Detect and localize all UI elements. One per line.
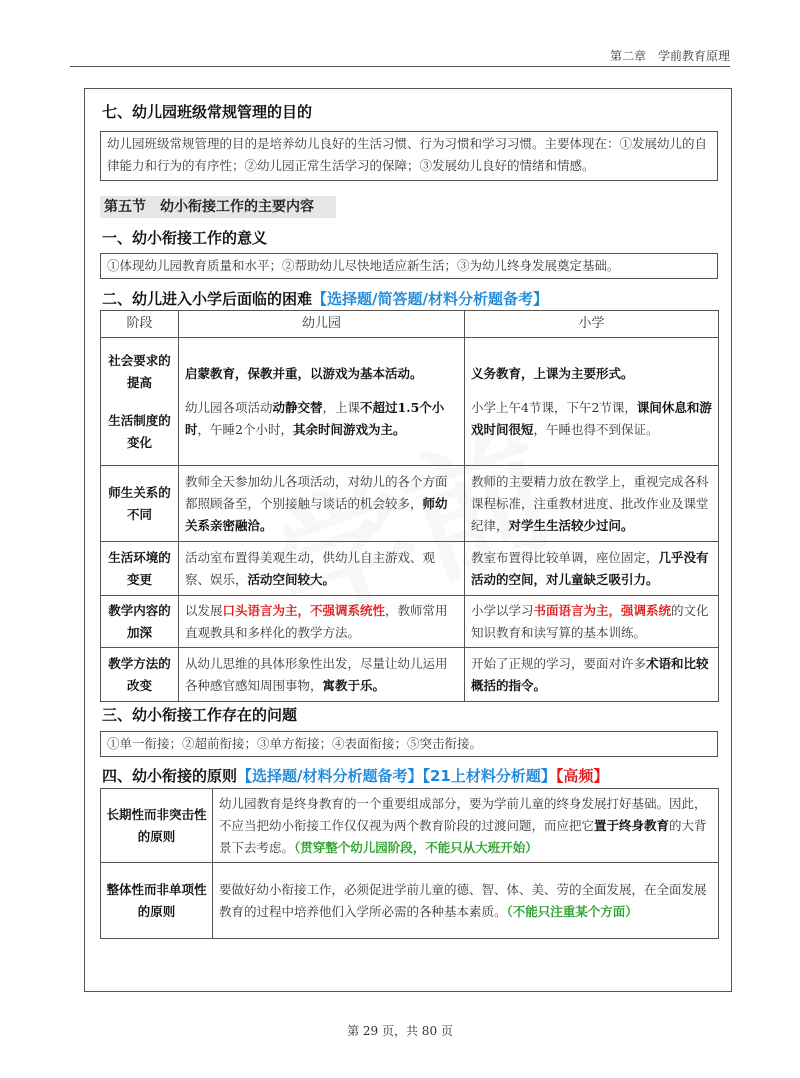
kg-relationship-text: 教师全天参加幼儿各项活动，对幼儿的各个方面都照顾备至，个别接触与谈话的机会较多， bbox=[185, 473, 448, 511]
kg-method-text: 从幼儿思维的具体形象性出发，尽量让幼儿运用各种感官感知周围事物， bbox=[185, 655, 448, 693]
table-row bbox=[101, 648, 719, 702]
chapter-header: 第二章 学前教育原理 bbox=[609, 49, 730, 63]
kg-schedule-bold-1: 动静交替 bbox=[272, 399, 323, 415]
kg-schedule-bold-3: 其余时间游戏为主。 bbox=[292, 421, 406, 437]
principle-2-note: （不能只注重某个方面） bbox=[506, 903, 638, 919]
row-label-relationship: 师生关系的不同 bbox=[101, 466, 179, 542]
table-header-row bbox=[101, 311, 719, 338]
ps-relationship-text: 教师的主要精力放在教学上，重视完成各科课程标准，注重教材进度、批改作业及课堂纪律， bbox=[471, 473, 709, 533]
part-2-tag: 【选择题/简答题/材料分析题备考】 bbox=[312, 290, 548, 308]
table-row bbox=[101, 863, 719, 939]
kg-social-text: 启蒙教育，保教并重，以游戏为基本活动。 bbox=[185, 365, 423, 381]
ps-schedule-text: 小学上午4节课，下午2节课， bbox=[471, 399, 637, 415]
kg-content-red: 口头语言为主，不强调系统性 bbox=[222, 602, 386, 618]
part-3-body: ①单一衔接；②超前衔接；③单方衔接；④表面衔接；⑤突击衔接。 bbox=[100, 731, 718, 757]
principle-1-bold: 置于终身教育 bbox=[594, 817, 670, 833]
section-7-title: 七、幼儿园班级常规管理的目的 bbox=[102, 103, 313, 121]
kg-method-bold: 寓教于乐。 bbox=[322, 677, 386, 693]
header-kindergarten: 幼儿园 bbox=[179, 311, 465, 338]
difficulties-table bbox=[100, 310, 719, 702]
principle-2-label: 整体性而非单项性的原则 bbox=[101, 863, 213, 939]
kg-schedule-text: 幼儿园各项活动 bbox=[185, 399, 273, 415]
part-4-tag-2: 【21上材料分析题】 bbox=[422, 767, 556, 785]
part-4-tag-3: 【高频】 bbox=[555, 767, 609, 785]
header-divider bbox=[70, 66, 730, 67]
ps-relationship-bold: 对学生生活较少过问。 bbox=[508, 517, 634, 533]
kg-environment-text: 活动室布置得美观生动，供幼儿自主游戏、观察、娱乐， bbox=[185, 549, 436, 587]
header-primary: 小学 bbox=[465, 311, 719, 338]
row-label-social: 社会要求的提高 bbox=[108, 352, 171, 390]
kg-schedule-text-3: ，午睡2个小时， bbox=[197, 421, 293, 437]
part-2-title: 二、幼儿进入小学后面临的困难 bbox=[102, 290, 313, 308]
kg-schedule-text-2: ，上课 bbox=[322, 399, 361, 415]
ps-schedule-text-2: ，午睡也得不到保证。 bbox=[533, 421, 659, 437]
part-2-heading bbox=[102, 288, 548, 309]
header-stage: 阶段 bbox=[101, 311, 179, 338]
kg-schedule-bold-2: 不超过1.5个小时 bbox=[185, 399, 445, 437]
ps-social-text: 义务教育，上课为主要形式。 bbox=[471, 365, 634, 381]
row-label-environment: 生活环境的变更 bbox=[101, 542, 179, 596]
row-label-content: 教学内容的加深 bbox=[101, 596, 179, 648]
table-row bbox=[101, 542, 719, 596]
part-4-title: 四、幼小衔接的原则 bbox=[102, 767, 238, 785]
ps-content-text: 小学以学习 bbox=[471, 602, 534, 618]
ps-environment-bold: 几乎没有活动的空间，对儿童缺乏吸引力。 bbox=[471, 549, 709, 587]
kg-content-text: 以发展 bbox=[185, 602, 223, 618]
principle-1-text: 幼儿园教育是终身教育的一个重要组成部分，要为学前儿童的终身发展打好基础。因此，不应当把幼小衔接工作仅仅视为两个教育阶段的过渡问题，而应把它 bbox=[219, 795, 707, 833]
part-1-title: 一、幼小衔接工作的意义 bbox=[102, 229, 268, 247]
part-3-title: 三、幼小衔接工作存在的问题 bbox=[102, 706, 298, 724]
principles-table bbox=[100, 788, 719, 939]
table-row bbox=[101, 466, 719, 542]
kg-content-text-2: ，教师常用直观教具和多样化的教学方法。 bbox=[185, 602, 448, 640]
table-row bbox=[101, 596, 719, 648]
row-label-method: 教学方法的改变 bbox=[101, 648, 179, 702]
principle-2-text: 要做好幼小衔接工作，必须促进学前儿童的德、智、体、美、劳的全面发展，在全面发展教育的过程中培养他们入学所必需的各种基本素质。 bbox=[219, 881, 707, 919]
kg-environment-bold: 活动空间较大。 bbox=[247, 571, 336, 587]
ps-method-text: 开始了正规的学习，要面对许多 bbox=[471, 655, 647, 671]
principle-1-text-2: 的大背景下去考虑。 bbox=[219, 817, 707, 855]
part-4-tag-1: 【选择题/材料分析题备考】 bbox=[237, 767, 423, 785]
row-label-schedule: 生活制度的变化 bbox=[108, 412, 171, 450]
part-1-body: ①体现幼儿园教育质量和水平；②帮助幼儿尽快地适应新生活；③为幼儿终身发展奠定基础。 bbox=[100, 253, 718, 279]
table-row bbox=[101, 338, 719, 466]
ps-method-bold: 术语和比较概括的指令。 bbox=[471, 655, 709, 693]
principle-1-note: （贯穿整个幼儿园阶段，不能只从大班开始） bbox=[294, 839, 538, 855]
ps-content-red: 书面语言为主，强调系统 bbox=[533, 602, 672, 618]
part-4-heading bbox=[102, 765, 608, 786]
principle-1-label: 长期性而非突击性的原则 bbox=[101, 789, 213, 863]
kg-relationship-bold: 师幼关系亲密融洽。 bbox=[185, 495, 448, 533]
page-number: 第 29 页，共 80 页 bbox=[347, 1024, 453, 1038]
section-7-body: 幼儿园班级常规管理的目的是培养幼儿良好的生活习惯、行为习惯和学习习惯。主要体现在：①发展幼儿的自律能力和行为的有序性；②幼儿园正常生活学习的保障；③发展幼儿良好的情绪和情感。 bbox=[100, 131, 718, 181]
ps-environment-text: 教室布置得比较单调，座位固定， bbox=[471, 549, 659, 565]
ps-schedule-bold: 课间休息和游戏时间很短 bbox=[471, 399, 712, 437]
ps-content-text-2: 的文化知识教育和读写算的基本训练。 bbox=[471, 602, 709, 640]
table-row bbox=[101, 789, 719, 863]
section-5-title: 第五节 幼小衔接工作的主要内容 bbox=[100, 196, 336, 218]
